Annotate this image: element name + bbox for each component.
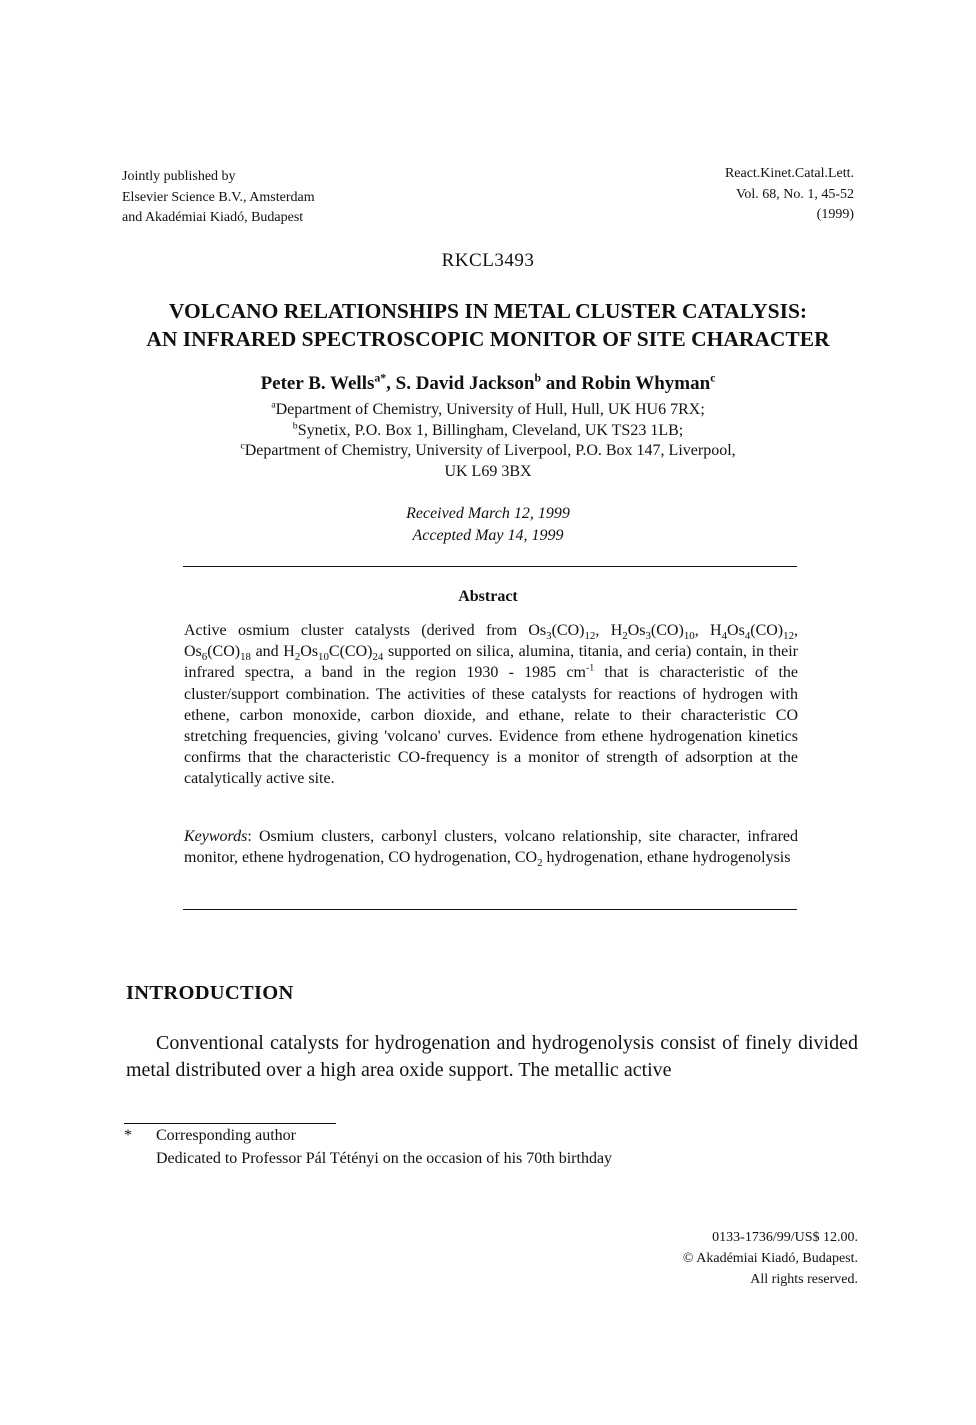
paper-title xyxy=(0,297,976,353)
affiliation-text: Department of Chemistry, University of Hull, Hull, UK HU6 7RX; xyxy=(275,401,705,418)
received-date: Received March 12, 1999 xyxy=(406,505,570,522)
abstract-heading: Abstract xyxy=(458,588,518,605)
author-list xyxy=(0,373,976,395)
accepted-date: Accepted May 14, 1999 xyxy=(412,527,564,544)
affiliation-b xyxy=(0,421,976,442)
journal-volume: Vol. 68, No. 1, 45-52 xyxy=(736,186,854,202)
keywords xyxy=(184,826,798,868)
footnote-dedication: Dedicated to Professor Pál Tétényi on the occasion of his 70th birthday xyxy=(156,1150,613,1167)
formula-h2os3co10: $H_2Os_3(CO)_{10}$ xyxy=(610,622,695,643)
keywords-text: : Osmium clusters, carbonyl clusters, volcano relationship, site character, infrared monitor, ethene hydrogenation, CO hydrogenation, CO xyxy=(184,828,798,867)
abstract-bottom-rule xyxy=(183,909,797,910)
affiliation-c-cont: UK L69 3BX xyxy=(444,462,532,480)
author-separator: , xyxy=(386,373,396,394)
copyright-holder: © Akadémiai Kiadó, Budapest. xyxy=(682,1251,858,1266)
author-affiliation-mark: b xyxy=(534,371,542,385)
formula-h4os4co12: $H_4Os_4(CO)_{12}$ xyxy=(710,622,795,643)
affiliations xyxy=(0,400,976,482)
author-name: Peter B. Wells xyxy=(260,373,375,394)
journal-name: React.Kinet.Catal.Lett. xyxy=(724,166,854,181)
affiliation-mark: a xyxy=(271,399,276,411)
abstract-top-rule xyxy=(183,566,797,567)
section-heading: INTRODUCTION xyxy=(126,982,294,1004)
publisher-line: Jointly published by xyxy=(122,169,236,184)
abstract-text: that is characteristic of the cluster/support combination. The activities of these catalysts for reactions of hydrogen with ethene, carbon monoxide, carbon dioxide, and ethane, relate to their characteristic CO stretching frequencies, giving 'volcano' curves. Evidence from ethene hydrogenation kinetics confirms that the characteristic CO-frequency is a monitor of strength of adsorption at the catalytically active site. xyxy=(184,664,798,788)
footnote-corresponding xyxy=(124,1124,612,1147)
affiliation-text: Synetix, P.O. Box 1, Billingham, Cleveland, UK TS23 1LB; xyxy=(297,421,684,439)
journal-year: (1999) xyxy=(816,207,854,222)
footnote-text: Corresponding author xyxy=(156,1127,296,1144)
abstract-text: Active osmium cluster catalysts (derived from xyxy=(184,622,529,639)
affiliation-a xyxy=(0,400,976,421)
publisher-line: Elsevier Science B.V., Amsterdam xyxy=(122,189,315,205)
abstract-body: Active osmium cluster catalysts (derived from $Os_3(CO)_{12}$, $H_2Os_3(CO)_{10}$, $H_4Os_4(CO)_{12}$, $Os_6(CO)_{18}$ and $H_2Os_{10}C(CO)_{24}$ supported on silica, alumina, titania, and ceria) contain, in their infrared spectra, a band in the region 1930 - 1985 $cm^{-1}$ that is characteristic of the cluster/support combination. The activities of these catalysts for reactions of hydrogen with ethene, carbon monoxide, carbon dioxide, and ethane, relate to their characteristic CO stretching frequencies, giving 'volcano' curves. Evidence from ethene hydrogenation kinetics confirms that the characteristic CO-frequency is a monitor of strength of adsorption at the catalytically active site. xyxy=(184,622,799,788)
co2-subscript: 2 xyxy=(537,857,543,870)
author-affiliation-mark: a* xyxy=(374,371,387,385)
asterisk-mark: * xyxy=(124,1127,132,1144)
affiliation-mark: c xyxy=(240,440,245,452)
publisher-info xyxy=(122,167,315,229)
issn-price: 0133-1736/99/US$ 12.00. xyxy=(712,1230,858,1245)
footnotes xyxy=(124,1124,612,1170)
keywords-label: Keywords xyxy=(184,828,248,845)
affiliation-mark: b xyxy=(292,420,298,432)
unit-superscript: -1 xyxy=(585,663,595,675)
author-affiliation-mark: c xyxy=(710,371,716,385)
affiliation-c xyxy=(0,441,976,462)
affiliation-text: Department of Chemistry, University of Liverpool, P.O. Box 147, Liverpool, xyxy=(244,442,736,459)
rights-reserved: All rights reserved. xyxy=(750,1272,858,1287)
dates xyxy=(0,503,976,547)
author-name: Robin Whyman xyxy=(581,373,711,394)
title-line: VOLCANO RELATIONSHIPS IN METAL CLUSTER CATALYSIS: xyxy=(168,299,808,323)
author-name: S. David Jackson xyxy=(395,373,535,394)
author-separator: and xyxy=(541,373,582,394)
abstract-text: supported on silica, alumina, titania, and ceria) contain, in their infrared spectra, a band in the region 1930 - 1985 cm xyxy=(184,643,798,682)
introduction-paragraph: Conventional catalysts for hydrogenation and hydrogenolysis consist of finely divided metal distributed over a high area oxide support. The metallic active xyxy=(126,1032,858,1081)
formula-os3co12: $Os_3(CO)_{12}$ xyxy=(528,622,596,643)
formula-h2os10cco24: $H_2Os_{10}C(CO)_{24}$ xyxy=(283,643,384,664)
copyright-block xyxy=(683,1227,858,1290)
journal-info xyxy=(725,164,854,226)
article-code: RKCL3493 xyxy=(441,250,535,271)
formula-os6co18: $Os_6(CO)_{18}$ xyxy=(184,643,251,664)
publisher-line: and Akadémiai Kiadó, Budapest xyxy=(122,210,304,225)
keywords-text: hydrogenation, ethane hydrogenolysis xyxy=(542,849,791,867)
title-line: AN INFRARED SPECTROSCOPIC MONITOR OF SITE CHARACTER xyxy=(146,327,830,351)
